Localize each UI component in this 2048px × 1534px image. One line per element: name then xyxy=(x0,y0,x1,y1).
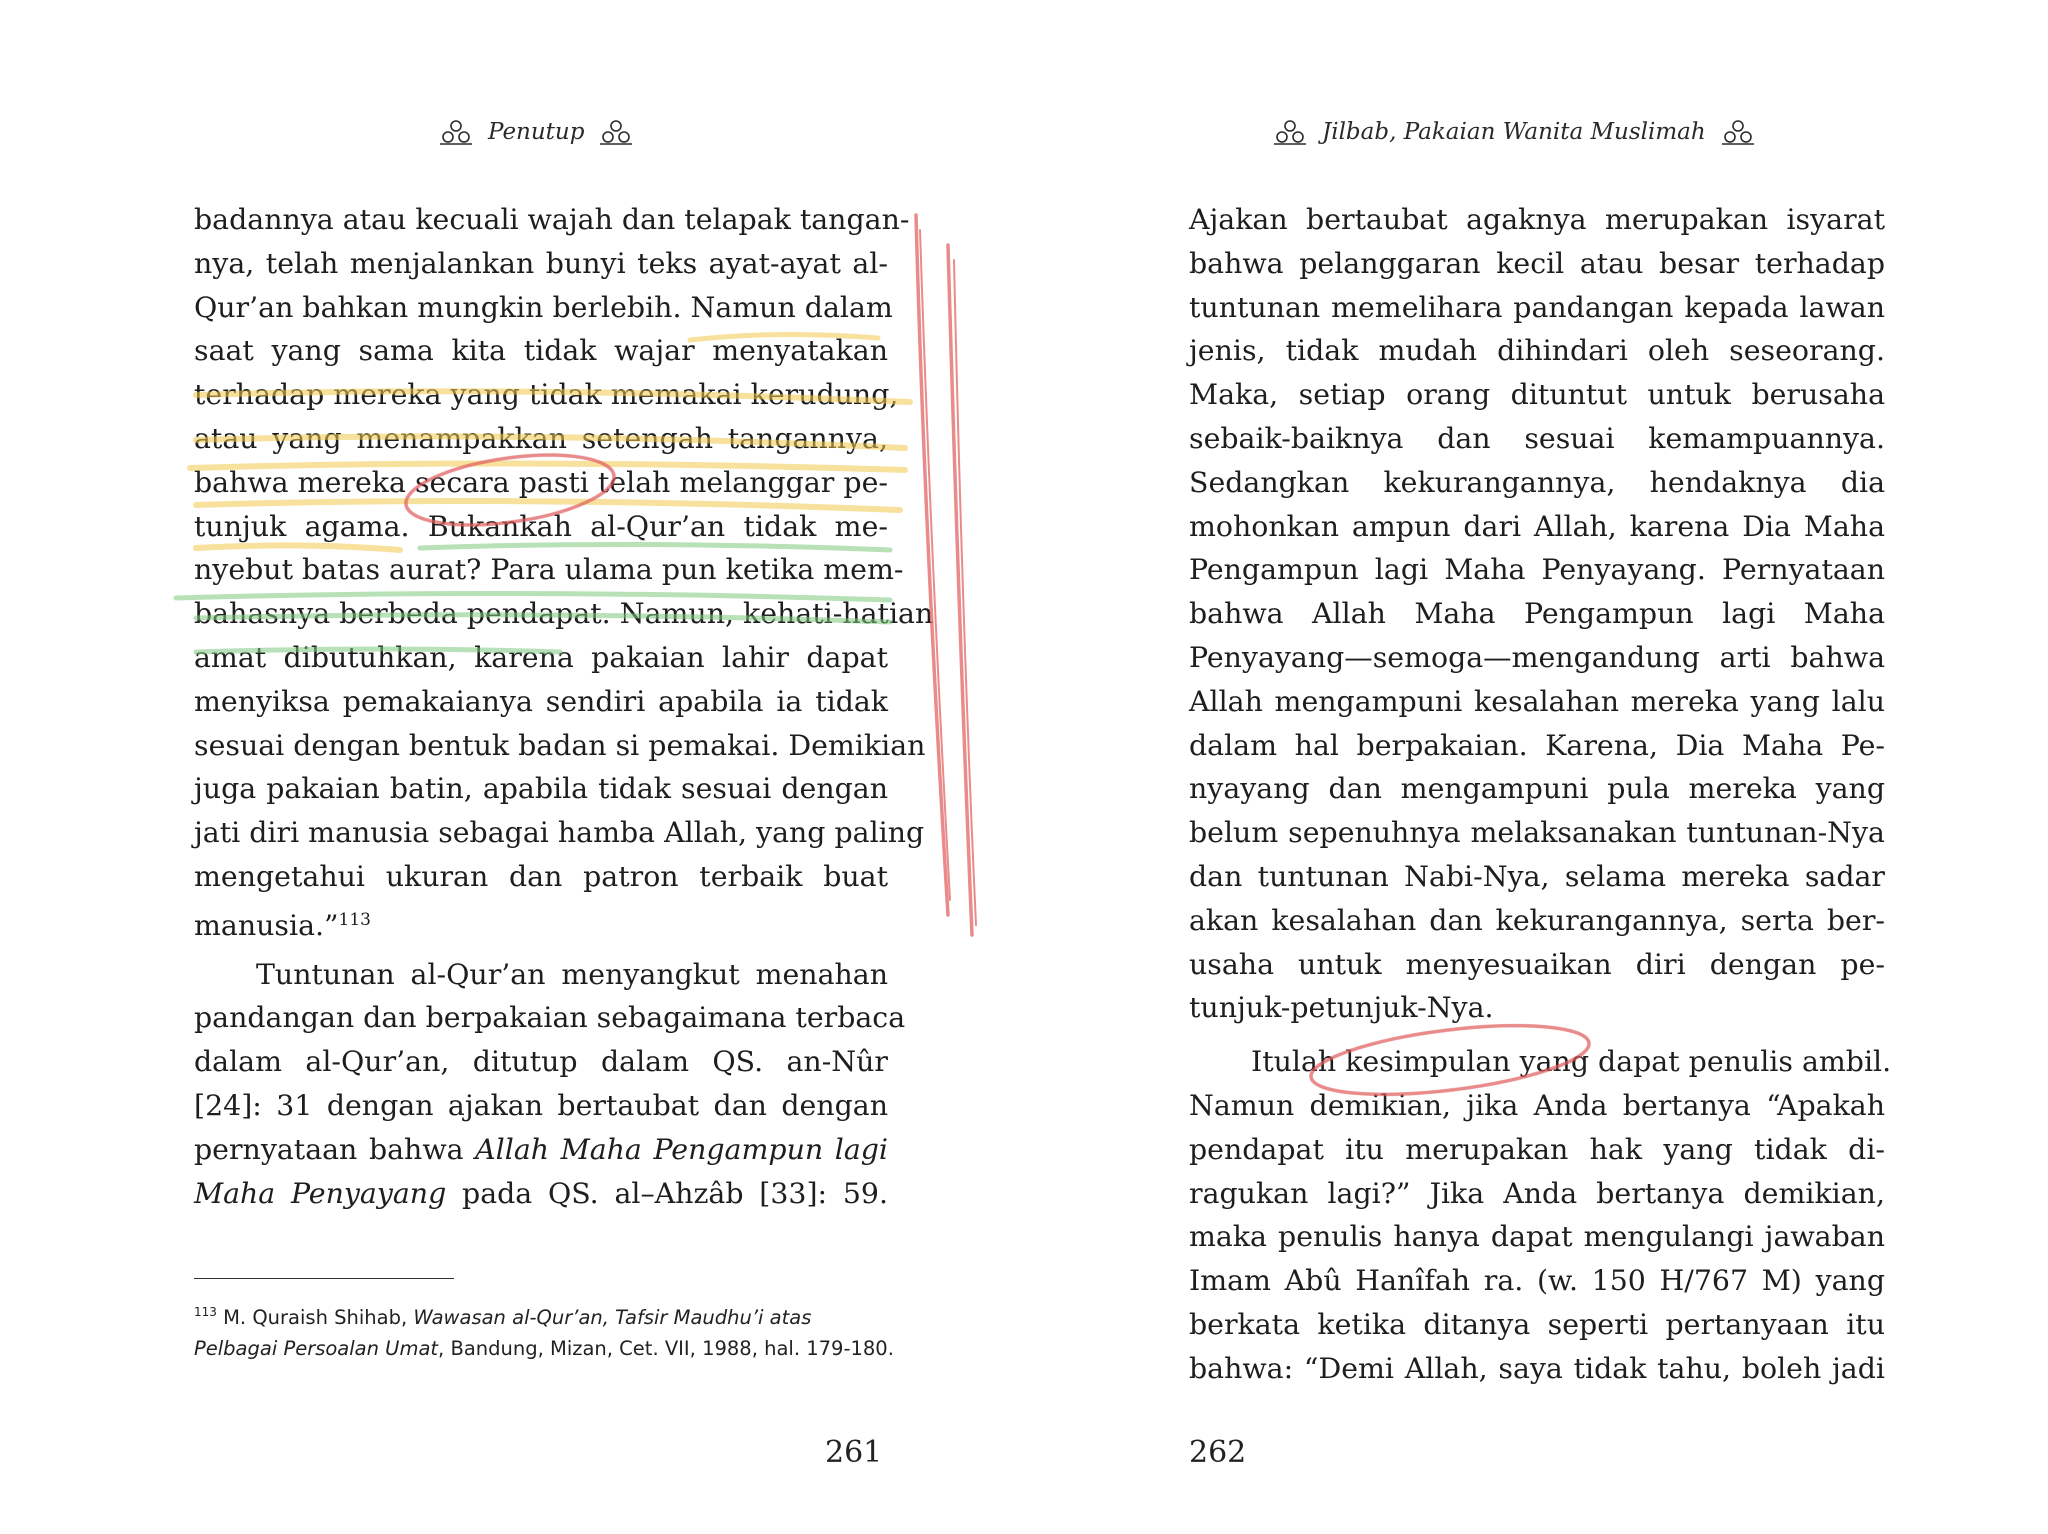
text-line: maka penulis hanya dapat mengulangi jawaban xyxy=(1189,1220,1885,1254)
text-line: Pengampun lagi Maha Penyayang. Pernyataan xyxy=(1189,553,1885,587)
text-fragment: pernyataan bahwa xyxy=(194,1132,476,1166)
text-line: belum sepenuhnya melaksanakan tuntunan-Nya xyxy=(1189,816,1885,850)
text-line: mohonkan ampun dari Allah, karena Dia Maha xyxy=(1189,509,1885,543)
text-line: tuntunan memelihara pandangan kepada lawan xyxy=(1189,290,1885,324)
text-line: akan kesalahan dan kekurangannya, serta ber- xyxy=(1189,903,1885,937)
text-line: bahasnya berbeda pendapat. Namun, kehati-hatian xyxy=(194,597,934,631)
text-line: Ajakan bertaubat agaknya merupakan isyarat xyxy=(1189,203,1885,236)
text-line xyxy=(194,899,888,943)
page-number-right: 262 xyxy=(1189,1435,1247,1470)
text-line xyxy=(194,1172,888,1216)
left-paragraph-2 xyxy=(194,953,906,1216)
text-line: dan tuntunan Nabi-Nya, selama mereka sadar xyxy=(1189,859,1885,893)
text-line: tunjuk agama. Bukankah al-Qur’an tidak me- xyxy=(194,509,888,543)
right-page xyxy=(1024,0,2048,1534)
text-line: Sedangkan kekurangannya, hendaknya dia xyxy=(1189,465,1885,499)
text-line: Imam Abû Hanîfah ra. (w. 150 H/767 M) yang xyxy=(1189,1264,1885,1298)
text-fragment: pada QS. al–Ahzâb [33]: 59. xyxy=(446,1176,888,1210)
text-line: usaha untuk menyesuaikan diri dengan pe- xyxy=(1189,947,1885,981)
text-line: atau yang menampakkan setengah tangannya, xyxy=(194,421,888,455)
page-number-left: 261 xyxy=(825,1435,883,1470)
text-line: jenis, tidak mudah dihindari oleh seseorang. xyxy=(1189,334,1885,368)
trefoil-ornament-icon xyxy=(596,118,636,146)
text-line: Maka, setiap orang dituntut untuk berusaha xyxy=(1189,378,1885,412)
text-line: Namun demikian, jika Anda bertanya “Apakah xyxy=(1189,1088,1885,1122)
italic-phrase: Allah Maha Pengampun lagi xyxy=(475,1132,888,1166)
footnote-author: M. Quraish Shihab, xyxy=(223,1306,414,1329)
italic-phrase: Maha Penyayang xyxy=(194,1176,447,1210)
left-paragraph-1 xyxy=(194,198,934,943)
text-line: sesuai dengan bentuk badan si pemakai. Demikian xyxy=(194,728,926,762)
text-line: jati diri manusia sebagai hamba Allah, yang paling xyxy=(194,816,925,850)
text-line: mengetahui ukuran dan patron terbaik buat xyxy=(194,859,888,893)
text-line: tunjuk-petunjuk-Nya. xyxy=(1189,991,1494,1025)
right-paragraph-2 xyxy=(1189,1040,1892,1390)
text-line: nya, telah menjalankan bunyi teks ayat-ayat al- xyxy=(194,246,888,280)
text-line: pendapat itu merupakan hak yang tidak di- xyxy=(1189,1132,1885,1166)
text-line: menyiksa pemakaianya sendiri apabila ia tidak xyxy=(194,684,888,718)
right-running-head-title: Jilbab, Pakaian Wanita Muslimah xyxy=(1322,119,1706,145)
right-running-head xyxy=(1270,112,1758,152)
footnote-title: Wawasan al-Qur’an, Tafsir Maudhu’i atas Pelbagai Persoalan Umat xyxy=(194,1306,812,1360)
text-line: nyayang dan mengampuni pula mereka yang xyxy=(1189,772,1885,806)
left-running-head xyxy=(436,112,636,152)
footnote-reference: 113 xyxy=(338,909,371,930)
trefoil-ornament-icon xyxy=(1270,118,1310,146)
footnote-separator xyxy=(194,1278,454,1279)
text-line: sebaik-baiknya dan sesuai kemampuannya. xyxy=(1189,421,1885,455)
left-running-head-title: Penutup xyxy=(488,119,585,145)
text-line: ragukan lagi?” Jika Anda bertanya demikian, xyxy=(1189,1176,1885,1210)
text-line: Itulah kesimpulan yang dapat penulis ambil. xyxy=(1251,1045,1892,1079)
text-line: saat yang sama kita tidak wajar menyatakan xyxy=(194,334,888,368)
footnote xyxy=(194,1297,894,1364)
text-line: Penyayang—semoga—mengandung arti bahwa xyxy=(1189,640,1885,674)
right-body-text xyxy=(1189,198,1892,1391)
text-line: amat dibutuhkan, karena pakaian lahir dapat xyxy=(194,640,888,674)
text-line: terhadap mereka yang tidak memakai kerudung, xyxy=(194,378,899,412)
text-line: pandangan dan berpakaian sebagaimana terbaca xyxy=(194,1001,906,1035)
trefoil-ornament-icon xyxy=(436,118,476,146)
text-line: bahwa Allah Maha Pengampun lagi Maha xyxy=(1189,597,1885,631)
text-line: berkata ketika ditanya seperti pertanyaan itu xyxy=(1189,1307,1885,1341)
text-line: badannya atau kecuali wajah dan telapak tangan- xyxy=(194,203,910,236)
text-line: bahwa mereka secara pasti telah melanggar pe- xyxy=(194,465,888,499)
text-line: [24]: 31 dengan ajakan bertaubat dan dengan xyxy=(194,1088,888,1122)
text-line: Tuntunan al-Qur’an menyangkut menahan xyxy=(256,957,888,991)
text-line: dalam hal berpakaian. Karena, Dia Maha Pe- xyxy=(1189,728,1885,762)
text-line: Qur’an bahkan mungkin berlebih. Namun dalam xyxy=(194,290,893,324)
footnote-number: 113 xyxy=(194,1305,217,1319)
text-line: bahwa pelanggaran kecil atau besar terhadap xyxy=(1189,246,1885,280)
trefoil-ornament-icon xyxy=(1718,118,1758,146)
text-line: bahwa: “Demi Allah, saya tidak tahu, boleh jadi xyxy=(1189,1351,1885,1385)
text-line: Allah mengampuni kesalahan mereka yang lalu xyxy=(1189,684,1885,718)
left-body-text xyxy=(194,198,934,1215)
right-paragraph-1 xyxy=(1189,198,1885,1030)
text-fragment: manusia.” xyxy=(194,908,339,942)
footnote-publication: , Bandung, Mizan, Cet. VII, 1988, hal. 179-180. xyxy=(438,1337,894,1360)
text-line: juga pakaian batin, apabila tidak sesuai dengan xyxy=(194,772,888,806)
text-line: dalam al-Qur’an, ditutup dalam QS. an-Nûr xyxy=(194,1045,888,1079)
text-line xyxy=(194,1128,888,1172)
text-line: nyebut batas aurat? Para ulama pun ketika mem- xyxy=(194,553,904,587)
